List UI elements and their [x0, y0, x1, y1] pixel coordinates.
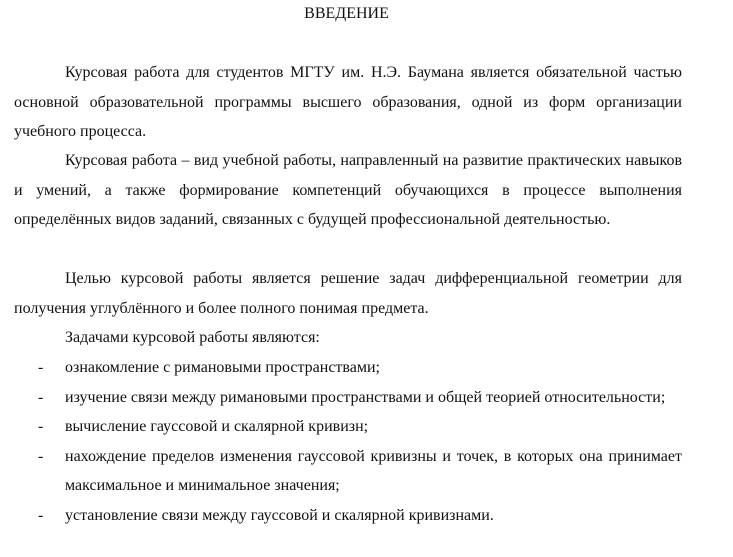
list-item-text: ознакомление с римановыми пространствами;	[65, 359, 380, 376]
list-item-text: нахождение пределов изменения гауссовой кривизны и точек, в которых она принимает максимальное и минимальное значения;	[65, 447, 682, 494]
page-title: ВВЕДЕНИЕ	[304, 5, 389, 22]
list-item-text: вычисление гауссовой и скалярной кривизн;	[65, 418, 369, 435]
list-marker: -	[38, 447, 44, 465]
tasks-list	[14, 353, 682, 530]
list-item-text: изучение связи между римановыми пространствами и общей теорией относительности;	[65, 388, 666, 406]
list-item-text: установление связи между гауссовой и скалярной кривизнами.	[65, 506, 494, 524]
list-marker: -	[38, 359, 44, 376]
paragraph-intro: Курсовая работа для студентов МГТУ им. Н.Э. Баумана является обязательной частью основной образовательной программы высшего образования, одной из форм организации учебного процесса.	[14, 64, 682, 140]
list-item	[14, 501, 682, 531]
list-item	[14, 412, 682, 442]
paragraph-definition: Курсовая работа – вид учебной работы, направленный на развитие практических навыков и умений, а также формирование компетенций обучающихся в процессе выполнения определённых видов заданий, связанных с будущей профессиональной деятельностью.	[14, 152, 682, 228]
list-marker: -	[38, 388, 44, 406]
list-marker: -	[38, 418, 44, 435]
paragraph-tasks-heading: Задачами курсовой работы являются:	[65, 329, 320, 346]
list-item	[14, 353, 682, 383]
list-marker: -	[38, 506, 44, 524]
paragraph-goal: Целью курсовой работы является решение задач дифференциальной геометрии для получения углублённого и более полного понимая предмета.	[14, 270, 682, 317]
list-item	[14, 442, 682, 501]
list-item	[14, 383, 682, 413]
